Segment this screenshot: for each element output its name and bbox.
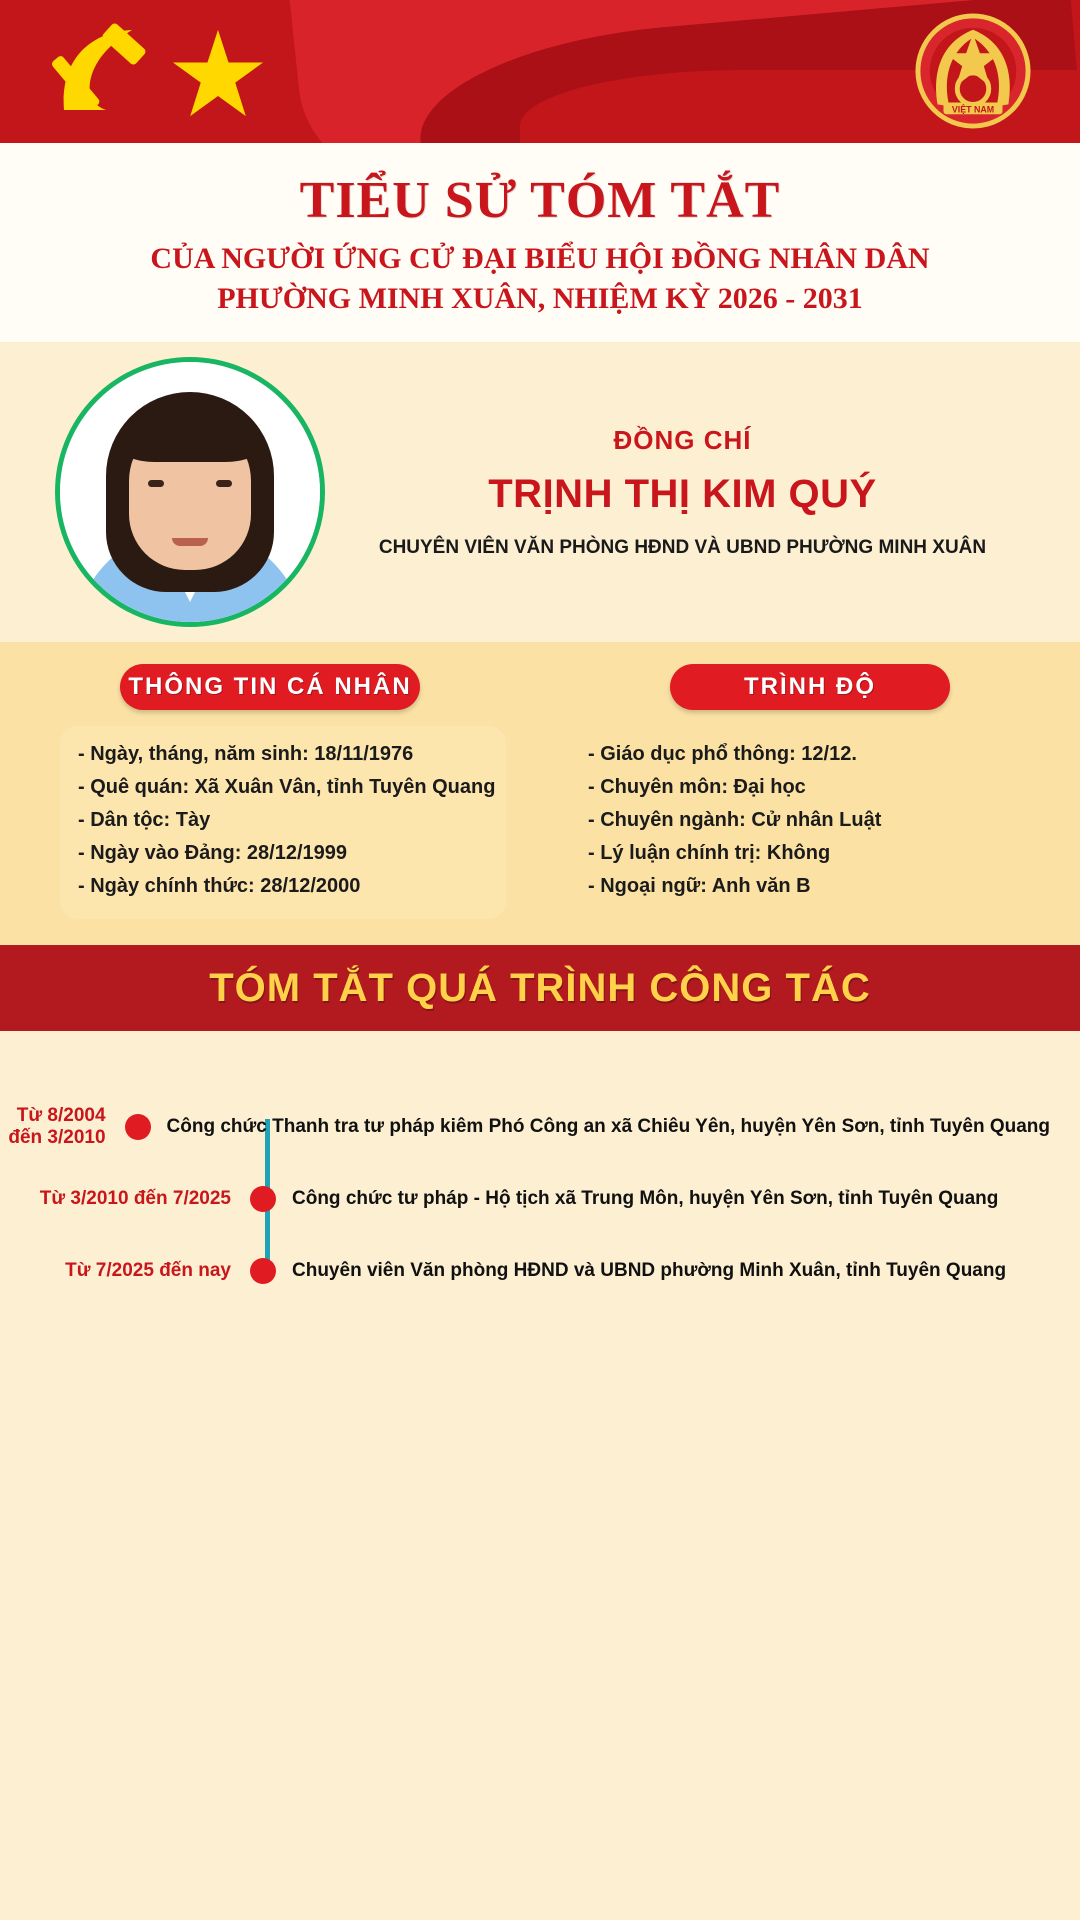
timeline-description: Công chức Thanh tra tư pháp kiêm Phó Công an xã Chiêu Yên, huyện Yên Sơn, tỉnh Tuyên Quang bbox=[166, 1116, 1050, 1137]
timeline-item bbox=[0, 1163, 1050, 1235]
timeline-dot-icon bbox=[125, 1114, 151, 1140]
page-title: TIỂU SỬ TÓM TẮT bbox=[299, 172, 781, 229]
page-subtitle-1: CỦA NGƯỜI ỨNG CỬ ĐẠI BIỂU HỘI ĐỒNG NHÂN DÂN bbox=[150, 242, 930, 275]
career-timeline bbox=[0, 1031, 1080, 1347]
bottom-spacer bbox=[0, 1347, 1080, 1867]
profile-text bbox=[325, 425, 1080, 559]
education-column bbox=[540, 664, 1080, 919]
personal-info-column bbox=[0, 664, 540, 919]
personal-info-line: - Ngày, tháng, năm sinh: 18/11/1976 bbox=[78, 743, 414, 765]
page-subtitle-2: PHƯỜNG MINH XUÂN, NHIỆM KỲ 2026 - 2031 bbox=[217, 282, 863, 315]
personal-info-line: - Quê quán: Xã Xuân Vân, tỉnh Tuyên Quang bbox=[78, 776, 496, 798]
education-line: - Lý luận chính trị: Không bbox=[588, 842, 831, 864]
candidate-name: TRỊNH THỊ KIM QUÝ bbox=[488, 472, 877, 516]
timeline-description: Chuyên viên Văn phòng HĐND và UBND phường Minh Xuân, tỉnh Tuyên Quang bbox=[292, 1260, 1007, 1281]
personal-info-line: - Ngày vào Đảng: 28/12/1999 bbox=[78, 842, 348, 864]
vietnam-emblem-icon bbox=[914, 12, 1032, 130]
education-card bbox=[570, 726, 1046, 919]
timeline-date: Từ 7/2025 đến nay bbox=[65, 1260, 231, 1281]
career-section-title: TÓM TẮT QUÁ TRÌNH CÔNG TÁC bbox=[209, 965, 871, 1010]
timeline-item bbox=[0, 1235, 1050, 1307]
profile-section bbox=[0, 342, 1080, 642]
personal-info-heading: THÔNG TIN CÁ NHÂN bbox=[120, 664, 420, 710]
emblem-label: VIỆT NAM bbox=[951, 104, 995, 115]
timeline-description: Công chức tư pháp - Hộ tịch xã Trung Môn, huyện Yên Sơn, tỉnh Tuyên Quang bbox=[292, 1188, 999, 1209]
education-line: - Chuyên môn: Đại học bbox=[588, 776, 806, 798]
hammer-sickle-icon bbox=[50, 22, 160, 122]
info-band bbox=[0, 642, 1080, 945]
personal-info-line: - Dân tộc: Tày bbox=[78, 809, 211, 831]
education-line: - Chuyên ngành: Cử nhân Luật bbox=[588, 809, 882, 831]
title-block bbox=[0, 143, 1080, 342]
yellow-star-icon bbox=[170, 28, 266, 120]
personal-info-line: - Ngày chính thức: 28/12/2000 bbox=[78, 875, 361, 897]
timeline-dot-icon bbox=[250, 1186, 276, 1212]
timeline-item bbox=[0, 1091, 1050, 1163]
education-line: - Giáo dục phổ thông: 12/12. bbox=[588, 743, 857, 765]
top-banner bbox=[0, 0, 1080, 143]
career-section-header bbox=[0, 945, 1080, 1031]
avatar bbox=[55, 357, 325, 627]
education-line: - Ngoại ngữ: Anh văn B bbox=[588, 875, 811, 897]
timeline-dot-icon bbox=[250, 1258, 276, 1284]
personal-info-card bbox=[60, 726, 506, 919]
timeline-date: Từ 3/2010 đến 7/2025 bbox=[39, 1188, 231, 1209]
candidate-position: CHUYÊN VIÊN VĂN PHÒNG HĐND VÀ UBND PHƯỜNG MINH XUÂN bbox=[378, 537, 987, 558]
education-heading: TRÌNH ĐỘ bbox=[670, 664, 950, 710]
timeline-date: Từ 8/2004 đến 3/2010 bbox=[8, 1105, 106, 1148]
comrade-label: ĐỒNG CHÍ bbox=[613, 425, 752, 455]
